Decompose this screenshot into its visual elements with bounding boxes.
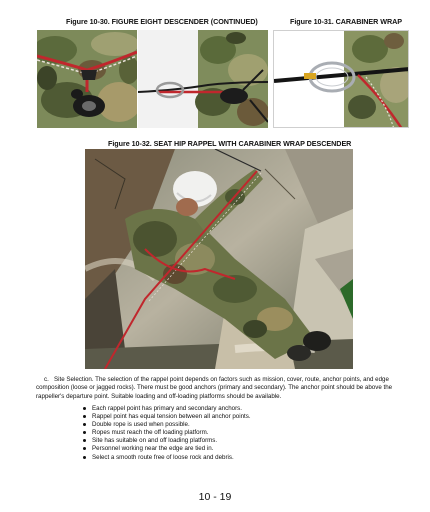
list-item-text: Double rope is used when possible. bbox=[92, 421, 190, 429]
site-criteria-list bbox=[83, 405, 383, 462]
bullet-dot-icon bbox=[83, 415, 86, 418]
bullet-dot-icon bbox=[83, 456, 86, 459]
paragraph-label: c. bbox=[44, 376, 49, 383]
list-item bbox=[83, 437, 383, 445]
page-number: 10 - 19 bbox=[198, 491, 232, 503]
list-item bbox=[83, 429, 383, 437]
list-item bbox=[83, 421, 383, 429]
bullet-dot-icon bbox=[83, 439, 86, 442]
list-item-text: Rappel point has equal tension between all anchor points. bbox=[92, 413, 251, 421]
bullet-dot-icon bbox=[83, 431, 86, 434]
list-item-text: Each rappel point has primary and secondary anchors. bbox=[92, 405, 242, 412]
paragraph-heading: Site Selection. bbox=[54, 376, 94, 383]
carabiner-wrap-photo bbox=[273, 30, 409, 128]
list-item-text: Select a smooth route free of loose rock and debris. bbox=[92, 453, 234, 461]
paragraph-text: The selection of the rappel point depends on factors such as mission, cover, route, anchor points, and edge composition (loose or jagged rocks). There must be good anchors (primary and secondary). The anchor point should be above the rappeller's departure point. Suitable loading and off-loading platforms should be available. bbox=[36, 376, 393, 400]
list-item bbox=[83, 405, 383, 413]
figure-eight-descender-photo-harness bbox=[37, 30, 137, 128]
bullet-dot-icon bbox=[83, 447, 86, 450]
caption-figure-10-31: Figure 10-31. CARABINER WRAP bbox=[290, 17, 403, 26]
list-item-text: Personnel working near the edge are tied in. bbox=[92, 445, 214, 453]
site-selection-paragraph bbox=[36, 376, 404, 401]
seat-hip-rappel-photo bbox=[85, 149, 353, 369]
caption-figure-10-30: Figure 10-30. FIGURE EIGHT DESCENDER (CONTINUED) bbox=[66, 17, 258, 26]
list-item-text: Site has suitable on and off loading platforms. bbox=[92, 437, 218, 445]
list-item-text: Ropes must reach the off loading platform. bbox=[92, 429, 209, 437]
bullet-dot-icon bbox=[83, 423, 86, 426]
list-item bbox=[83, 413, 383, 421]
list-item bbox=[83, 445, 383, 453]
list-item bbox=[83, 454, 383, 462]
figure-eight-descender-photo-carabiner bbox=[138, 30, 268, 128]
bullet-dot-icon bbox=[83, 407, 86, 410]
caption-figure-10-32: Figure 10-32. SEAT HIP RAPPEL WITH CARABINER WRAP DESCENDER bbox=[108, 139, 352, 148]
